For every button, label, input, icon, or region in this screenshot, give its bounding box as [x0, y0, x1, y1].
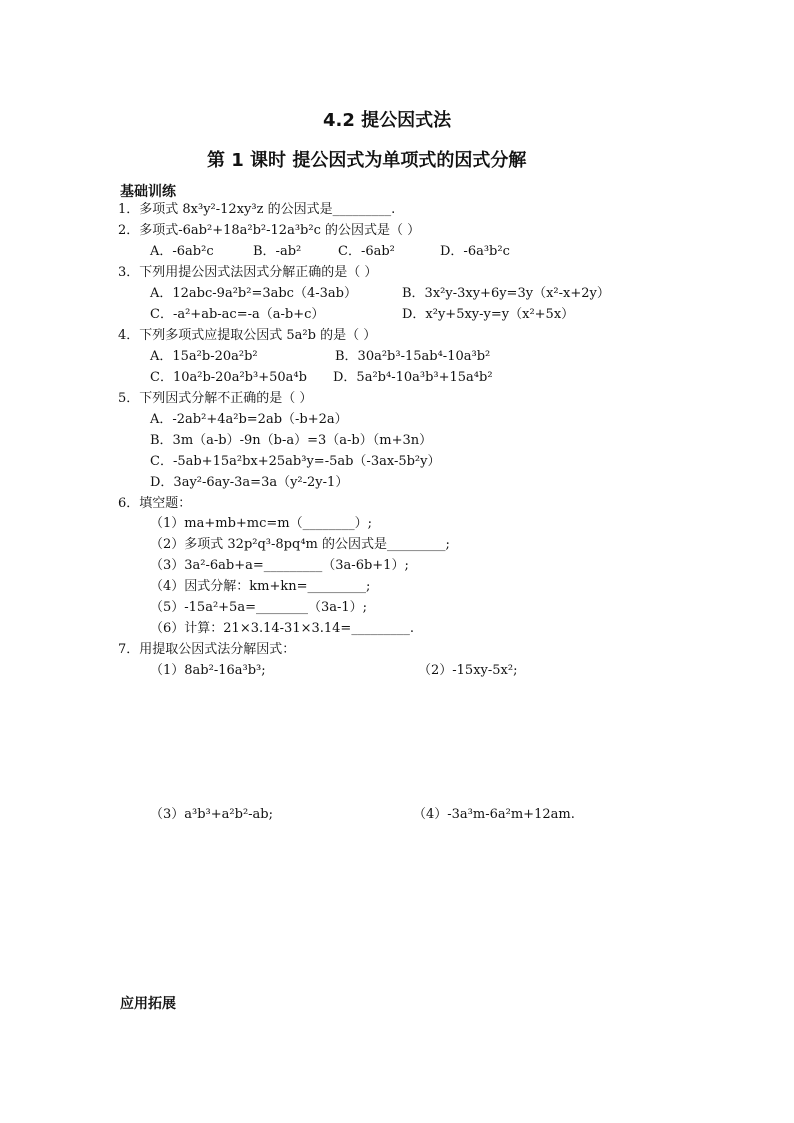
question-2-stem: 2．多项式-6ab²+18a²b²-12a³b²c 的公因式是（ ） — [118, 223, 421, 238]
question-3-stem: 3．下列用提公因式法因式分解正确的是（ ） — [118, 265, 378, 280]
question-5-option-b: B．3m（a-b）-9n（b-a）=3（a-b）（m+3n） — [150, 433, 433, 448]
question-7-item-3: （3）a³b³+a²b²-ab; — [150, 807, 273, 822]
question-3-option-d: D．x²y+5xy-y=y（x²+5x） — [402, 307, 575, 322]
question-7-item-2: （2）-15xy-5x²; — [418, 663, 518, 678]
question-5-stem: 5．下列因式分解不正确的是（ ） — [118, 391, 313, 406]
question-3-option-b: B．3x²y-3xy+6y=3y（x²-x+2y） — [402, 286, 610, 301]
question-6-item-1: （1）ma+mb+mc=m（________）; — [150, 516, 372, 531]
section-extend-heading: 应用拓展 — [120, 996, 176, 1012]
question-4-option-d: D．5a²b⁴-10a³b³+15a⁴b² — [333, 370, 493, 385]
question-2-option-b: B．-ab² — [253, 244, 302, 259]
question-3-option-a: A．12abc-9a²b²=3abc（4-3ab） — [150, 286, 357, 301]
question-6-item-3: （3）3a²-6ab+a=_________（3a-6b+1）; — [150, 558, 409, 573]
question-2-option-a: A．-6ab²c — [150, 244, 214, 259]
question-2-option-c: C．-6ab² — [338, 244, 395, 259]
question-6-item-5: （5）-15a²+5a=________（3a-1）; — [150, 600, 368, 615]
section-basic-heading: 基础训练 — [120, 184, 176, 200]
question-3-option-c: C．-a²+ab-ac=-a（a-b+c） — [150, 307, 325, 322]
question-6-stem: 6．填空题： — [118, 496, 192, 511]
question-7-item-4: （4）-3a³m-6a²m+12am. — [413, 807, 575, 822]
question-5-option-c: C．-5ab+15a²bx+25ab³y=-5ab（-3ax-5b²y） — [150, 454, 441, 469]
page-subtitle: 第 1 课时 提公因式为单项式的因式分解 — [207, 150, 527, 171]
question-4-option-b: B．30a²b³-15ab⁴-10a³b² — [335, 349, 491, 364]
question-4-option-c: C．10a²b-20a²b³+50a⁴b — [150, 370, 307, 385]
question-7-stem: 7．用提取公因式法分解因式： — [118, 642, 296, 657]
question-6-item-2: （2）多项式 32p²q³-8pq⁴m 的公因式是_________; — [150, 537, 450, 552]
question-5-option-a: A．-2ab²+4a²b=2ab（-b+2a） — [150, 412, 348, 427]
question-4-option-a: A．15a²b-20a²b² — [150, 349, 258, 364]
question-7-item-1: （1）8ab²-16a³b³; — [150, 663, 266, 678]
question-2-option-d: D．-6a³b²c — [440, 244, 510, 259]
question-4-stem: 4．下列多项式应提取公因式 5a²b 的是（ ） — [118, 328, 377, 343]
question-6-item-4: （4）因式分解：km+kn=_________; — [150, 579, 371, 594]
page-title: 4.2 提公因式法 — [323, 110, 452, 131]
question-5-option-d: D．3ay²-6ay-3a=3a（y²-2y-1） — [150, 475, 349, 490]
question-6-item-6: （6）计算：21×3.14-31×3.14=_________. — [150, 621, 414, 636]
question-1: 1．多项式 8x³y²-12xy³z 的公因式是_________. — [118, 202, 396, 217]
